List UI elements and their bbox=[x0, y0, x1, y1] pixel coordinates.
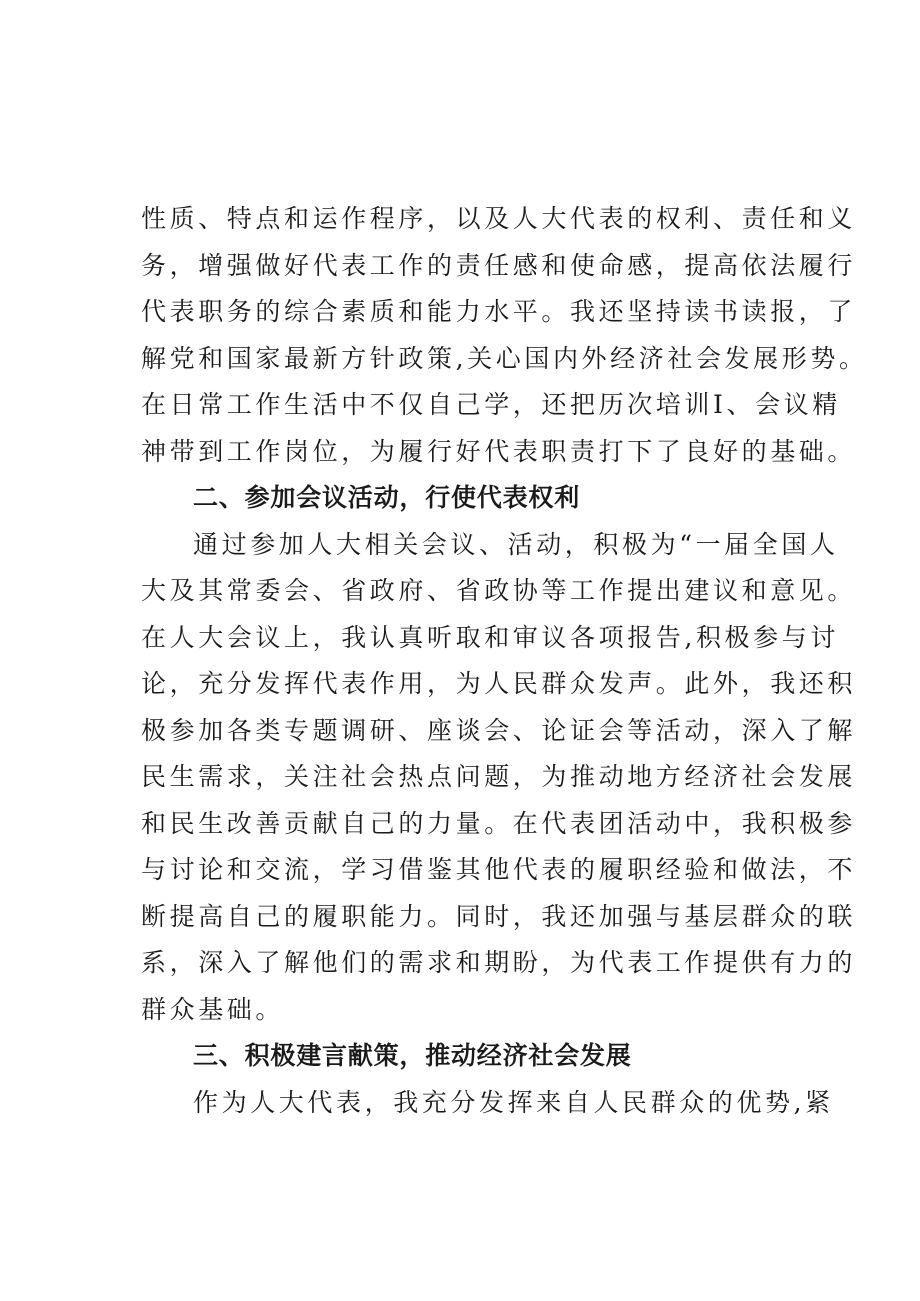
paragraph-line: 和民生改善贡献自己的力量。在代表团活动中，我积极参 bbox=[141, 808, 857, 838]
paragraph-line: 与讨论和交流，学习借鉴其他代表的履职经验和做法，不 bbox=[141, 855, 857, 884]
paragraph-line: 通过参加人大相关会议、活动，积极为“一届全国人 bbox=[193, 529, 839, 559]
document-body bbox=[141, 196, 868, 1126]
paragraph-line: 作为人大代表，我充分发挥来自人民群众的优势,紧 bbox=[193, 1087, 834, 1117]
paragraph-line: 代表职务的综合素质和能力水平。我还坚持读书读报，了 bbox=[141, 297, 857, 326]
paragraph-line: 性质、特点和运作程序，以及人大代表的权利、责任和义 bbox=[141, 204, 857, 233]
paragraph-line: 务，增强做好代表工作的责任感和使命感，提高依法履行 bbox=[141, 250, 857, 280]
paragraph-line: 在人大会议上，我认真听取和审议各项报告,积极参与讨 bbox=[141, 622, 839, 652]
paragraph-line: 神带到工作岗位，为履行好代表职责打下了良好的基础。 bbox=[141, 436, 857, 466]
paragraph-line: 论，充分发挥代表作用，为人民群众发声。此外，我还积 bbox=[141, 669, 857, 698]
paragraph-line: 群众基础。 bbox=[141, 994, 285, 1024]
section-heading-3: 三、积极建言献策，推动经济社会发展 bbox=[193, 1041, 632, 1070]
paragraph-line: 解党和国家最新方针政策,关心国内外经济社会发展形势。 bbox=[141, 343, 868, 373]
paragraph-line: 系，深入了解他们的需求和期盼，为代表工作提供有力的 bbox=[141, 948, 857, 977]
paragraph-line: 在日常工作生活中不仅自己学，还把历次培训I、会议精 bbox=[141, 390, 841, 419]
paragraph-line: 断提高自己的履职能力。同时，我还加强与基层群众的联 bbox=[141, 901, 857, 931]
paragraph-line: 极参加各类专题调研、座谈会、论证会等活动，深入了解 bbox=[141, 715, 857, 745]
section-heading-2: 二、参加会议活动，行使代表权利 bbox=[193, 483, 581, 512]
paragraph-line: 民生需求，关注社会热点问题，为推动地方经济社会发展 bbox=[141, 762, 857, 791]
paragraph-line: 大及其常委会、省政府、省政协等工作提出建议和意见。 bbox=[141, 576, 857, 605]
